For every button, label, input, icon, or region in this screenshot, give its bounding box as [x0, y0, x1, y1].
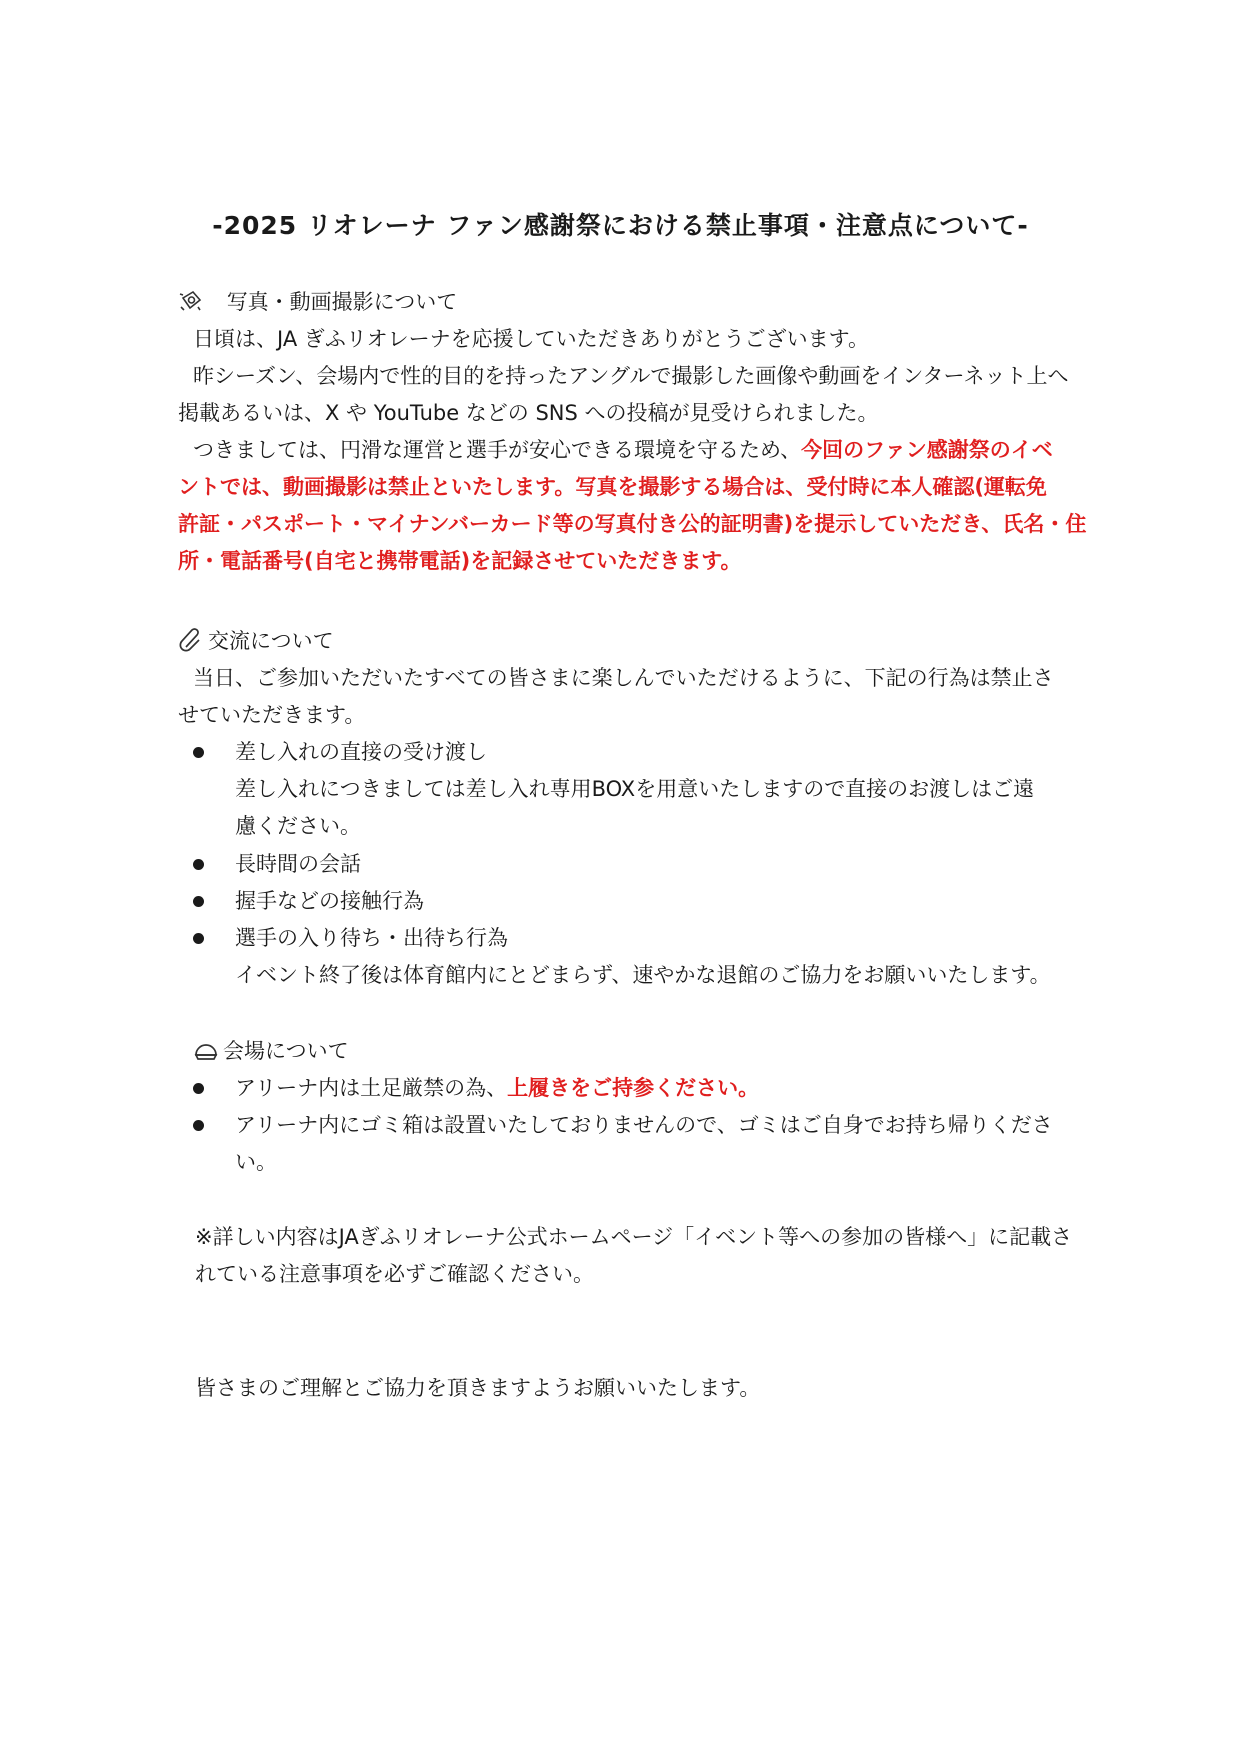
venue-section [193, 1033, 1093, 1070]
photo-line-4-red: 今回のファン感謝祭のイベ [801, 438, 1053, 462]
camera-sparkle-icon [178, 288, 204, 314]
photo-heading: 写真・動画撮影について [226, 290, 458, 314]
list-item [178, 734, 1078, 845]
page-title: -2025 リオレーナ ファン感謝祭における禁止事項・注意点について- [212, 211, 1029, 240]
paperclip-icon [178, 627, 204, 653]
bullet [193, 859, 204, 870]
list-item [178, 920, 1078, 994]
venue-item-1-red: 上履きをご持参ください。 [507, 1076, 760, 1100]
list-item-label: 握手などの接触行為 [235, 889, 424, 913]
note-paragraph [195, 1219, 1075, 1293]
list-item-label [235, 1070, 1078, 1107]
exchange-heading-row [178, 623, 1078, 660]
list-item-label: 差し入れの直接の受け渡し [235, 740, 487, 764]
bullet [193, 747, 204, 758]
list-item-label: 長時間の会話 [235, 852, 361, 876]
closing-line: 皆さまのご理解とご協力を頂きますようお願いいたします。 [195, 1376, 761, 1400]
bullet [193, 1120, 204, 1131]
list-item-note: 慮ください。 [235, 814, 361, 838]
list-item [178, 846, 1078, 883]
exchange-heading: 交流について [208, 629, 334, 653]
photo-line-4-normal: つきましては、円滑な運営と選手が安心できる環境を守るため、 [193, 438, 802, 462]
list-item-note: イベント終了後は体育館内にとどまらず、速やかな退館のご協力をお願いいたします。 [235, 963, 1051, 987]
venue-item-1-normal: アリーナ内は土足厳禁の為、 [235, 1076, 508, 1100]
list-item-label-cont: い。 [235, 1150, 277, 1174]
exchange-section [178, 623, 1078, 734]
bullet [193, 896, 204, 907]
exchange-line-1: 当日、ご参加いただいたすべての皆さまに楽しんでいただけるように、下記の行為は禁止さ [193, 666, 1054, 690]
photo-line-3: 掲載あるいは、X や YouTube などの SNS への投稿が見受けられました。 [178, 401, 879, 425]
photo-line-4 [178, 432, 1078, 469]
bullet [193, 933, 204, 944]
photo-line-2: 昨シーズン、会場内で性的目的を持ったアングルで撮影した画像や動画をインターネット上へ [193, 364, 1069, 388]
photo-heading-row [178, 284, 1078, 321]
note-line-2: れている注意事項を必ずご確認ください。 [195, 1262, 594, 1286]
dome-icon [193, 1037, 219, 1063]
photo-line-1: 日頃は、JA ぎふリオレーナを応援していただきありがとうございます。 [193, 327, 869, 351]
bullet [193, 1083, 204, 1094]
venue-heading-row [193, 1033, 1093, 1070]
photo-red-line-3: 所・電話番号(自宅と携帯電話)を記録させていただきます。 [178, 549, 742, 573]
note-line-1: ※詳しい内容はJAぎふリオレーナ公式ホームページ「イベント等への参加の皆様へ」に記載さ [195, 1225, 1073, 1249]
exchange-line-2: せていただきます。 [178, 703, 366, 727]
venue-heading: 会場について [223, 1039, 349, 1063]
list-item [178, 883, 1078, 920]
list-item [178, 1107, 1078, 1181]
list-item-label: アリーナ内にゴミ箱は設置いたしておりませんので、ゴミはご自身でお持ち帰りくださ [235, 1113, 1053, 1137]
list-item-label: 選手の入り待ち・出待ち行為 [235, 926, 508, 950]
photo-red-line-2: 許証・パスポート・マイナンバーカード等の写真付き公的証明書)を提示していただき、氏名・住 [178, 512, 1087, 536]
list-item [178, 1070, 1078, 1107]
list-item-note: 差し入れにつきましては差し入れ専用BOXを用意いたしますので直接のお渡しはご遠 [235, 777, 1035, 801]
photo-red-line-1: ントでは、動画撮影は禁止といたします。写真を撮影する場合は、受付時に本人確認(運転免 [178, 475, 1047, 499]
photo-section [178, 284, 1087, 580]
